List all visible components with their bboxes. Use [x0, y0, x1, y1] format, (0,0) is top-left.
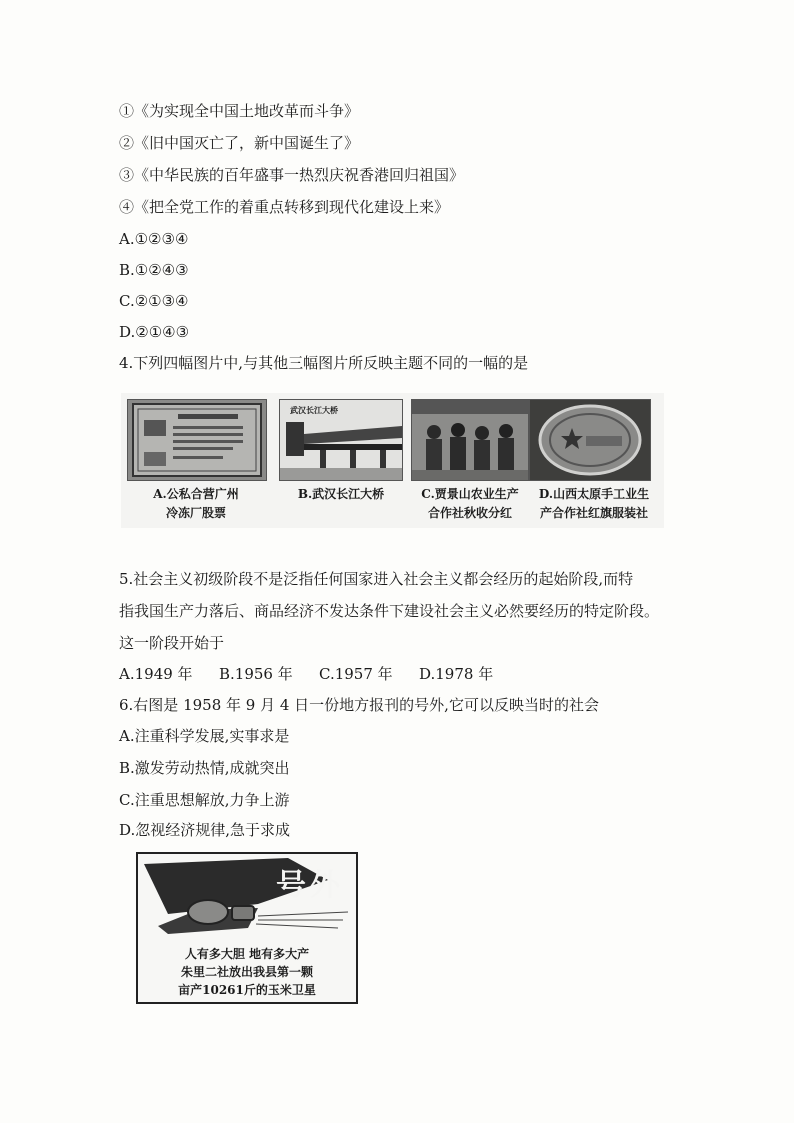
caption-c: C.贾景山农业生产 合作社秋收分红: [421, 487, 519, 520]
q5-option-c: C.1957 年: [319, 665, 393, 683]
caption-a: A.公私合营广州 冷冻厂股票: [153, 487, 239, 520]
q5-option-d: D.1978 年: [419, 665, 494, 683]
bridge-image: [279, 399, 403, 481]
q3-option-a: A.①②③④: [119, 230, 189, 248]
badge-image: [529, 399, 651, 481]
caption-b: B.武汉长江大桥: [297, 487, 385, 501]
q6-option-b: B.激发劳动热情,成就突出: [119, 759, 290, 777]
q6-option-c: C.注重思想解放,力争上游: [119, 791, 290, 809]
q3-item-1: ①《为实现全中国土地改革而斗争》: [119, 102, 360, 120]
q5-option-a: A.1949 年: [119, 665, 193, 683]
q6-option-a: A.注重科学发展,实事求是: [119, 727, 290, 745]
newspaper-line-1: 人有多大胆 地有多大产: [184, 947, 310, 961]
q4-figure-strip: [121, 393, 664, 528]
newspaper-line-3: 亩产10261斤的玉米卫星: [178, 983, 316, 997]
q3-item-2: ②《旧中国灭亡了，新中国诞生了》: [119, 134, 360, 152]
q5-stem-line-3: 这一阶段开始于: [119, 634, 225, 652]
q6-option-d: D.忽视经济规律,急于求成: [119, 821, 291, 839]
q3-option-d: D.②①④③: [119, 323, 190, 341]
q3-item-3: ③《中华民族的百年盛事一热烈庆祝香港回归祖国》: [119, 166, 465, 184]
caption-d: D.山西太原手工业生 产合作社红旗服装社: [538, 487, 650, 520]
q5-stem-line-1: 5.社会主义初级阶段不是泛指任何国家进入社会主义都会经历的起始阶段,而特: [119, 570, 634, 588]
stock-certificate-image: [127, 399, 267, 481]
harvest-photo-image: [411, 399, 529, 481]
q5-stem-line-2: 指我国生产力落后、商品经济不发达条件下建设社会主义必然要经历的特定阶段。: [119, 602, 660, 620]
q6-stem: 6.右图是 1958 年 9 月 4 日一份地方报刊的号外,它可以反映当时的社会: [119, 696, 599, 714]
q3-item-4: ④《把全党工作的着重点转移到现代化建设上来》: [119, 198, 450, 216]
newspaper-line-2: 朱里二社放出我县第一颗: [180, 965, 313, 979]
q5-option-b: B.1956 年: [219, 665, 293, 683]
newspaper-title: 号外: [276, 868, 344, 903]
newspaper-extra-image: [136, 852, 358, 1004]
q4-stem: 4.下列四幅图片中,与其他三幅图片所反映主题不同的一幅的是: [119, 354, 529, 372]
q3-option-b: B.①②④③: [119, 261, 189, 279]
bridge-photo-label: 武汉长江大桥: [290, 405, 338, 415]
q3-option-c: C.②①③④: [119, 292, 189, 310]
